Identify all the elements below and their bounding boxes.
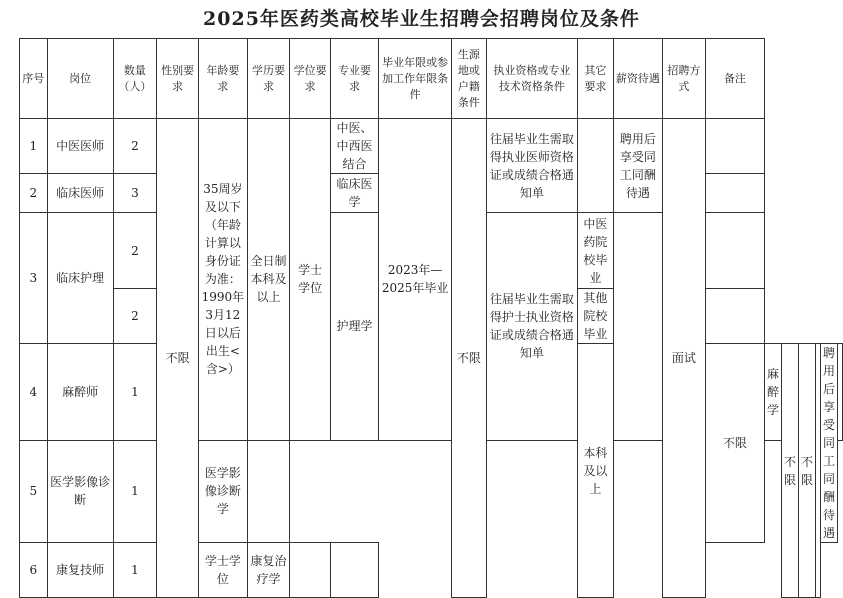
- other-nontcm-cell: 其他院校毕业: [577, 289, 613, 344]
- header-edu: 学历要求: [247, 39, 290, 119]
- row-post: 康复技师: [47, 543, 113, 598]
- method-cell: 面试: [662, 119, 705, 598]
- edu-top-cell: 全日制本科及以上: [247, 119, 290, 441]
- row-count: 1: [113, 543, 156, 598]
- table-row: [20, 543, 843, 598]
- major-cell: 医学影像诊断学: [199, 440, 247, 542]
- major-cell: 护理学: [330, 213, 379, 441]
- row-count: 1: [113, 344, 156, 441]
- note-cell: [705, 289, 764, 344]
- major-cell: 麻醉学: [764, 344, 781, 441]
- note-cell: [247, 440, 290, 542]
- row-count: 1: [113, 440, 156, 542]
- row-post: 中医医师: [47, 119, 113, 174]
- row-no: 1: [20, 119, 48, 174]
- note-cell: [705, 174, 764, 213]
- row-count: 2: [113, 213, 156, 289]
- row-no: 3: [20, 213, 48, 344]
- header-degree: 学位要求: [290, 39, 330, 119]
- header-gender: 性别要求: [157, 39, 199, 119]
- grad-bottom-cell: 不限: [781, 344, 798, 598]
- header-row: [20, 39, 843, 119]
- header-age: 年龄要求: [199, 39, 247, 119]
- header-no: 序号: [20, 39, 48, 119]
- note-cell: [330, 543, 379, 598]
- gender-cell: 不限: [157, 119, 199, 598]
- major-cell: 中医、中西医结合: [330, 119, 379, 174]
- row-no: 2: [20, 174, 48, 213]
- degree-mid-cell: 不限: [705, 344, 764, 543]
- cert-doctor-cell: 往届毕业生需取得执业医师资格证或成绩合格通知单: [486, 119, 577, 213]
- salary-bottom-cell: 聘用后享受同工同酬待遇: [820, 344, 837, 543]
- note-cell: [705, 119, 764, 174]
- row-post: 临床护理: [47, 213, 113, 344]
- cert-others-cell: 不限: [798, 344, 815, 598]
- header-salary: 薪资待遇: [613, 39, 662, 119]
- header-origin: 生源地或户籍条件: [451, 39, 486, 119]
- header-note: 备注: [705, 39, 764, 119]
- row-no: 5: [20, 440, 48, 542]
- header-method: 招聘方式: [662, 39, 705, 119]
- row-count: 2: [113, 119, 156, 174]
- header-grad: 毕业年限或参加工作年限条件: [379, 39, 452, 119]
- degree-top-cell: 学士学位: [290, 119, 330, 441]
- row-no: 6: [20, 543, 48, 598]
- cert-nurse-cell: 往届毕业生需取得护士执业资格证或成绩合格通知单: [486, 213, 577, 441]
- header-major: 专业要求: [330, 39, 379, 119]
- note-cell: [838, 344, 843, 441]
- major-cell: 康复治疗学: [247, 543, 290, 598]
- page-title: 2025年医药类高校毕业生招聘会招聘岗位及条件: [203, 8, 640, 30]
- header-post: 岗位: [47, 39, 113, 119]
- age-cell: 35周岁及以下（年龄计算以身份证为准：1990年3月12日以后出生<含>）: [199, 119, 247, 441]
- row-post: 麻醉师: [47, 344, 113, 441]
- row-no: 4: [20, 344, 48, 441]
- origin-cell: 不限: [451, 119, 486, 598]
- header-count: 数量（人）: [113, 39, 156, 119]
- major-cell: 临床医学: [330, 174, 379, 213]
- salary-top-cell: 聘用后享受同工同酬待遇: [613, 119, 662, 213]
- table-row: [20, 119, 843, 174]
- other-tcm-cell: 中医药院校毕业: [577, 213, 613, 289]
- salary-empty-mid: [613, 213, 662, 441]
- note-cell: [705, 213, 764, 289]
- row-post: 医学影像诊断: [47, 440, 113, 542]
- header-other: 其它要求: [577, 39, 613, 119]
- row-count: 2: [113, 289, 156, 344]
- header-cert: 执业资格或专业技术资格条件: [486, 39, 577, 119]
- degree-bottom-cell: 学士学位: [199, 543, 247, 598]
- row-count: 3: [113, 174, 156, 213]
- edu-bottom-cell: 本科及以上: [577, 344, 613, 598]
- other-empty-top: [577, 119, 613, 213]
- recruitment-table: [19, 38, 843, 598]
- grad-top-cell: 2023年—2025年毕业: [379, 119, 452, 441]
- row-post: 临床医师: [47, 174, 113, 213]
- salary-empty-bottom: [290, 543, 330, 598]
